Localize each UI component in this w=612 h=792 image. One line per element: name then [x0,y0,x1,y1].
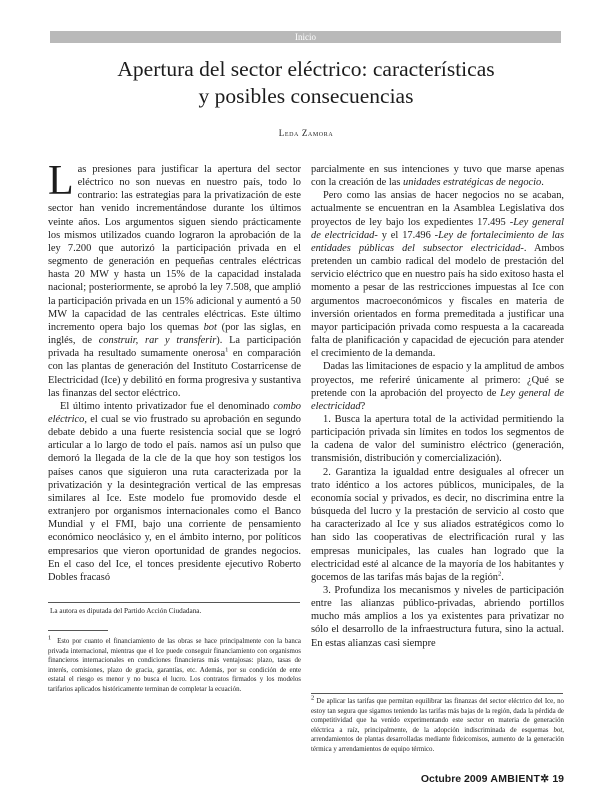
footnote-ref-2: 2 [497,570,502,578]
list-item: 2. Garantiza la igualdad entre desiguales al ofrecer un trato idéntico a los actores públicos, municipales, de la economía social y privados, es decir, no discrimina entre la búsqueda del lucro y la prestación de servicio al costo que ha caracterizado al Ice y sus aliados estratégicos como lo han sido las cooperativas de electrificación rural y las empresas municipales, las cuales han logrado que la electricidad esté al alcance de la mayoría de los habitantes y gocemos de las tarifas más bajas de la región$^2$. [311,466,564,583]
paragraph: El último intento privatizador fue el denominado combo eléctrico, el cual se vio frustrado su aprobación en segundo debate debido a una fuerte resistencia social que se logró articular a lo largo de todo el país. namos así un pulso que demoró la llegada de la cle de la que hoy son testigos los países canos que siguieron una ruta caracterizada por la privatización y la desintegración vertical de las empresas similares al Ice. Este modelo fue promovido desde el extranjero por organismos internacionales como el Banco Mundial y el FMI, bajo una corriente de pensamiento económico neoclásico y, en el ámbito interno, por políticos empresarios que vieron oportunidad de grandes negocios. En el caso del Ice, el tonces presidente ejecutivo Roberto Dobles fracasó [48,400,301,583]
title-line-1: Apertura del sector eléctrico: características [117,57,495,81]
magazine-brand: AMBIENT✲ [490,773,550,785]
author-note-divider [48,602,300,603]
page-number: 19 [552,773,564,785]
left-column [48,158,302,584]
footnote-ref-1: 1 [225,346,229,354]
list-item: 1. Busca la apertura total de la actividad permitiendo la participación privada sin límites en todos los segmentos de la cadena de valor del suministro eléctrico (generación, transmisión, distribución y comercialización). [311,413,564,465]
issue-date: Octubre 2009 [420,773,488,785]
footnote-mark: 1 [48,634,52,642]
paragraph: parcialmente en sus intenciones y tuvo que marse apenas con la creación de las unidades estratégicas de negocio. [311,164,564,189]
brand-star-icon: ✲ [540,773,550,785]
footnote-divider [48,630,108,631]
author-note: La autora es diputada del Partido Acción Ciudadana. [50,607,202,615]
article-title [40,56,572,110]
footnote-1: $^1$ Esto por cuanto el financiamiento de las obras se hace principalmente con la banca privada internacional, mientras que el Ice puede conseguir financiamiento con organismos financieros internacionales en condiciones financieras más ventajosas: plazo, tasas de interés, comisiones, plazo de gracia, garantías, etc. Además, por su condición de ente estatal el riesgo es menor y no busca el lucro. Los contratos firmados y los modelos tarifarios aplicados históricamente terminan de completar la ecuación. [48,634,301,693]
section-bar [50,31,561,43]
footnote-divider [311,693,563,694]
paragraph: Las presiones para justificar la apertura del sector eléctrico no son nuevas en nuestro país, todo lo contrario: las estrategias para la privatización de este sector han venido incrementándose durante los últimos veinte años. Los argumentos siguen siendo prácticamente los mismos utilizados cuando lograron la aprobación de la ley 7.200 que autorizó la participación privada en el segmento de generación en pequeñas centrales eléctricas hasta 20 MW y hasta un 15% de la capacidad instalada nacional; posteriormente, se aprobó la ley 7.508, que amplió la participación privada en un 15% adicional y aumentó a 50 MW la capacidad de las centrales eléctricas. Este último incremento opera bajo los quemas bot (por las siglas, en inglés, de construir, rar y transferir). La participación privada ha resultado sumamente onerosa$^1$ en comparación con las plantas de generación del Instituto Costarricense de Electricidad (Ice) y debilitó en forma progresiva y sustantiva las finanzas del sector eléctrico. [48,158,302,399]
paragraph: Pero como las ansias de hacer negocios no se acaban, actualmente se encuentran en la Asamblea Legislativa dos proyectos de ley bajo los expedientes 17.495 -Ley general de electricidad- y el 17.496 -Ley de fortalecimiento de las entidades públicas del subsector electricidad-. Ambos pretenden un cambio radical del modelo de prestación del servicio eléctrico que en nuestro país ha sido exitoso hasta el momento a pesar de las restricciones impuestas al Ice con argumentos macroeconómicos y fiscales en materia de inversión orientados en forma premeditada a justificar una mayor participación privada como respuesta a la cacareada falta de planificación y capacidad de ejecución para atender el crecimiento de la demanda. [311,190,564,360]
list-item: 3. Profundiza los mecanismos y niveles de participación entre las alianzas público-privadas, abriendo portillos mucho más amplios a los ya existentes para privatizar no sólo el desarrollo de la infraestructura futura, sino la actual. En estas alianzas casi siempre [311,585,564,649]
footnote-mark: 2 [311,694,315,702]
section-label: Inicio [295,32,316,42]
title-line-2: y posibles consecuencias [198,84,414,108]
paragraph: Dadas las limitaciones de espacio y la amplitud de ambos proyectos, me referiré únicamente al primero: ¿Qué se pretende con la aprobación del proyecto de Ley general de electricidad? [311,361,564,412]
drop-cap: L [48,158,74,204]
footnote-2: $^2$ De aplicar las tarifas que permitan equilibrar las finanzas del sector eléctrico del Ice, no estoy tan segura que sigamos teniendo las tarifas más bajas de la región, dada la pérdida de competitividad que ha venido experimentando este sector en materia de generación eléctrica a raíz, principalmente, de la adopción indiscriminada de esquemas bot, arrendamientos de plantas desarrolladas mediante fideicomisos, aumento de la generación térmica y arrendamientos de equipo térmico. [311,694,564,753]
page-footer [421,773,564,785]
right-column [311,163,564,650]
article-author: Leda Zamora [278,128,334,138]
